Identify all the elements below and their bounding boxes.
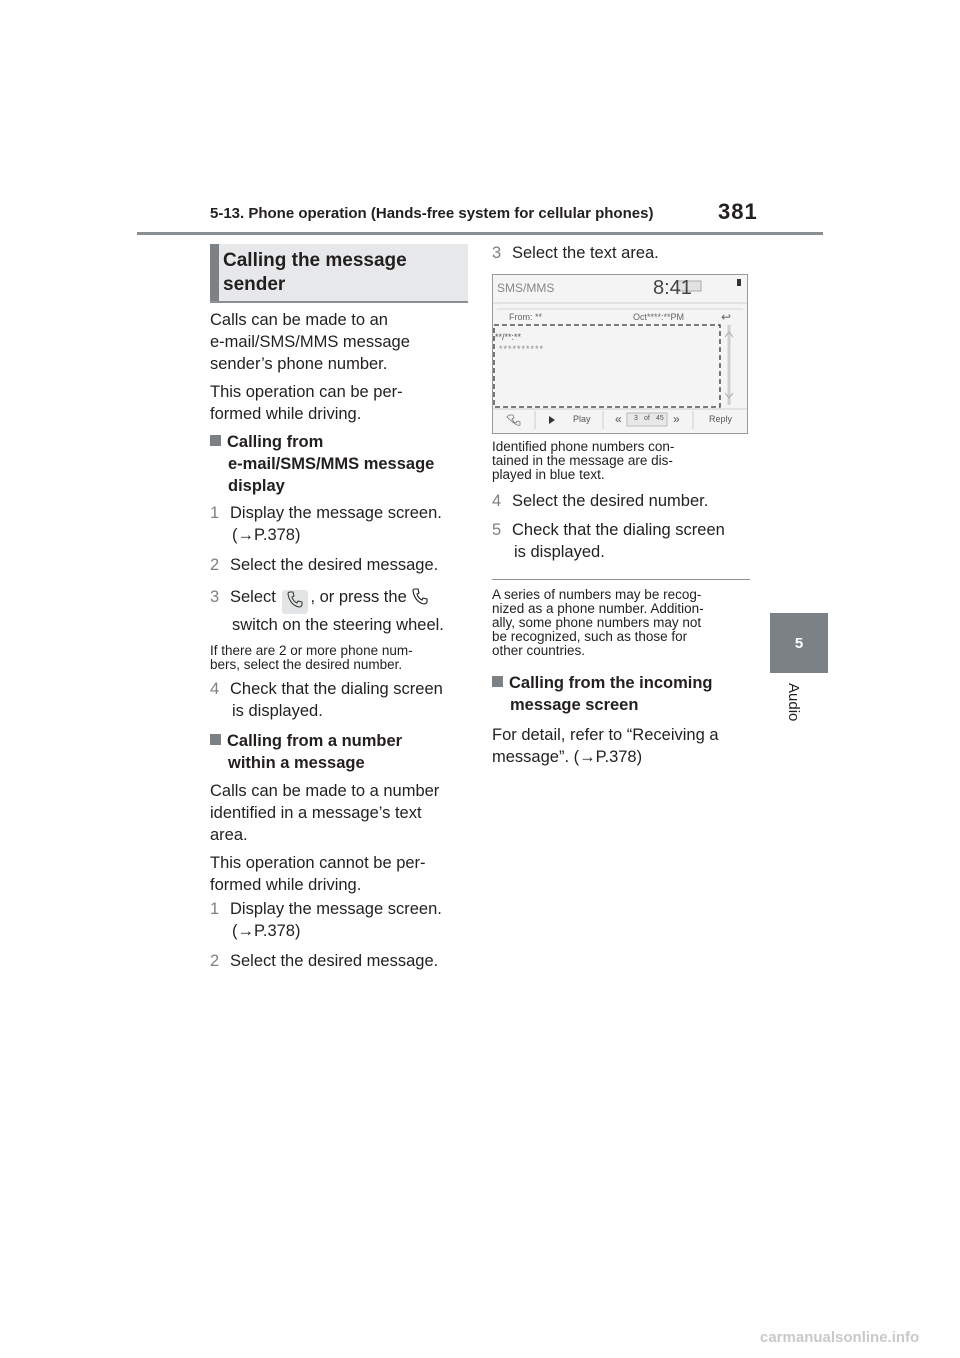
text-line: formed while driving. [210, 405, 362, 423]
prev-icon: « [615, 412, 622, 426]
watermark: carmanualsonline.info [760, 1329, 920, 1346]
message-line: ********** [499, 344, 545, 354]
text-line: Calls can be made to an [210, 311, 388, 329]
step [492, 519, 754, 563]
driving-note [210, 381, 472, 425]
step-number: 5 [492, 521, 502, 539]
step-number: 1 [210, 900, 220, 918]
text-line: Calling from a number [227, 732, 403, 750]
step [492, 242, 659, 264]
screen-title: SMS/MMS [497, 281, 555, 295]
step-text: Select the desired number. [512, 492, 709, 510]
left-column [210, 309, 472, 972]
header-rule [137, 232, 823, 235]
step-text: Select the desired message. [230, 556, 439, 574]
text-line: Calling from [227, 433, 324, 451]
text-line: formed while driving. [210, 876, 362, 894]
step [210, 678, 472, 722]
next-icon: » [673, 412, 680, 426]
chapter-tab-number: 5 [794, 634, 804, 652]
phone-button-icon [282, 590, 308, 614]
text-line: area. [210, 826, 248, 844]
paragraph [210, 852, 472, 896]
page-reference: message”. (→P.378) [492, 748, 643, 766]
step-text: Display the message screen. [230, 900, 442, 918]
square-bullet-icon [210, 435, 221, 446]
paragraph [210, 780, 472, 846]
step [210, 502, 472, 546]
back-icon: ↩ [721, 310, 732, 324]
step-text: Check that the dialing screen [512, 521, 725, 539]
play-button: Play [573, 414, 591, 424]
counter-of: of [644, 415, 650, 422]
section-title-line: Calling the message [223, 250, 407, 271]
right-column-lower [492, 588, 754, 768]
text-line: Calls can be made to a number [210, 782, 440, 800]
step-text: Check that the dialing screen [230, 680, 443, 698]
text-line: bers, select the desired number. [210, 657, 403, 672]
text-line: other countries. [492, 643, 586, 658]
message-line: **/**:** [495, 332, 522, 342]
screen-svg [493, 275, 747, 433]
text-line: tained in the message are dis- [492, 453, 673, 468]
step [210, 950, 472, 972]
screen-date: Oct****:**PM [633, 312, 685, 322]
subheading [210, 730, 472, 774]
step-number: 2 [210, 952, 220, 970]
text-line: A series of numbers may be recog- [492, 587, 702, 602]
step-number: 4 [492, 492, 502, 510]
step [210, 554, 472, 576]
note [492, 588, 754, 658]
step-text: is displayed. [514, 543, 605, 561]
step [210, 586, 472, 636]
step [210, 898, 472, 942]
chapter-heading: 5-13. Phone operation (Hands-free system for cellular phones) [210, 205, 654, 222]
step-text: , or press the [310, 588, 407, 606]
page-number: 381 [718, 199, 758, 224]
step-number: 2 [210, 556, 220, 574]
section-heading-text [223, 249, 407, 297]
text-line: For detail, refer to “Receiving a [492, 726, 719, 744]
text-line: This operation cannot be per- [210, 854, 426, 872]
text-line: sender’s phone number. [210, 355, 388, 373]
step-text: Select [230, 588, 276, 606]
step-text: Select the text area. [512, 244, 659, 262]
reply-button: Reply [709, 414, 733, 424]
counter-total: 45 [656, 415, 664, 422]
page-reference: (→P.378) [232, 526, 301, 544]
chapter-tab-label: Audio [785, 683, 802, 722]
text-line: message screen [510, 696, 639, 714]
step-text: switch on the steering wheel. [232, 616, 444, 634]
step-number: 3 [492, 244, 502, 262]
step-number: 4 [210, 680, 220, 698]
subheading [492, 672, 754, 716]
section-title-line: sender [223, 274, 286, 295]
screen-from: From: ** [509, 312, 543, 322]
text-line: e-mail/SMS/MMS message [228, 455, 435, 473]
step-number: 1 [210, 504, 220, 522]
chapter-tab [770, 613, 828, 673]
intro-paragraph [210, 309, 472, 375]
step-number: 3 [210, 588, 220, 606]
text-line: ally, some phone numbers may not [492, 615, 702, 630]
text-line: identified in a message’s text [210, 804, 422, 822]
step-text: Select the desired message. [230, 952, 439, 970]
subheading [210, 431, 472, 497]
text-line: e-mail/SMS/MMS message [210, 333, 410, 351]
text-line: within a message [228, 754, 365, 772]
section-heading-bar [210, 244, 219, 301]
page-reference: (→P.378) [232, 922, 301, 940]
section-heading [210, 244, 468, 303]
text-line: nized as a phone number. Addition- [492, 601, 704, 616]
note [210, 644, 472, 672]
note-rule [492, 579, 750, 580]
counter-current: 3 [634, 415, 638, 422]
step [492, 490, 754, 512]
message-screen-illustration [492, 274, 748, 434]
text-line: This operation can be per- [210, 383, 403, 401]
text-line: played in blue text. [492, 467, 605, 482]
square-bullet-icon [210, 734, 221, 745]
text-line: be recognized, such as those for [492, 629, 688, 644]
text-line: Identified phone numbers con- [492, 439, 675, 454]
right-column-text [492, 440, 754, 563]
step-text: is displayed. [232, 702, 323, 720]
text-line: display [228, 477, 285, 495]
square-bullet-icon [492, 676, 503, 687]
text-line: Calling from the incoming [509, 674, 713, 692]
phone-icon [411, 587, 433, 607]
paragraph [492, 724, 754, 768]
text-line: If there are 2 or more phone num- [210, 643, 413, 658]
screen-clock: 8:41 [653, 277, 692, 299]
step-text: Display the message screen. [230, 504, 442, 522]
screen-caption [492, 440, 754, 482]
